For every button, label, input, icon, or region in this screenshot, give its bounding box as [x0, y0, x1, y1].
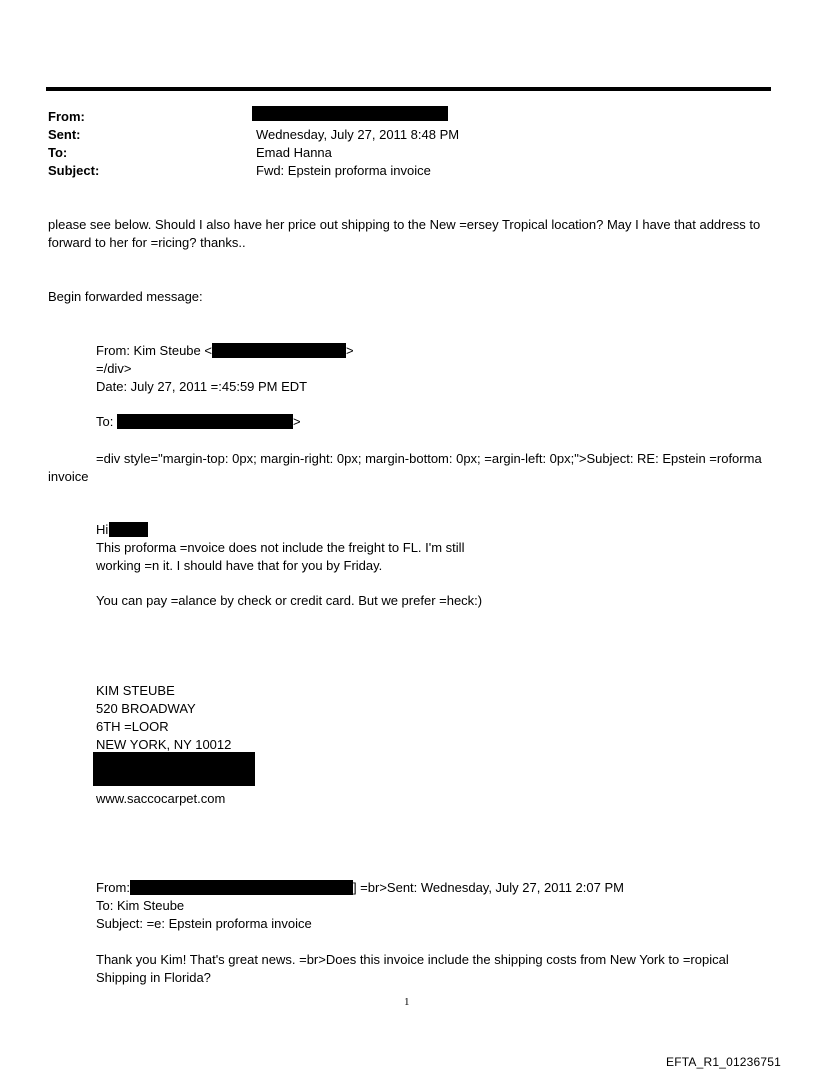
fwd-greeting-line [96, 521, 148, 539]
redaction-fwd-to-email [117, 414, 293, 429]
sent-value: Wednesday, July 27, 2011 8:48 PM [256, 127, 460, 142]
to-label: To: [48, 145, 68, 160]
fwd-to-line [96, 413, 301, 431]
reply-to: To: Kim Steube [96, 898, 185, 913]
redaction-sig-phone [93, 752, 255, 786]
sig-address-1: 520 BROADWAY [96, 701, 196, 716]
subject-label: Subject: [48, 163, 100, 178]
reply-from-line [96, 879, 624, 897]
fwd-from-suffix: > [345, 343, 354, 358]
redaction-fwd-from-email [212, 343, 346, 358]
fwd-pay-line: You can pay =alance by check or credit card. But we prefer =heck:) [96, 593, 483, 608]
redaction-reply-from [130, 880, 353, 895]
sent-label: Sent: [48, 127, 81, 142]
reply-subject: Subject: =e: Epstein proforma invoice [96, 916, 312, 931]
fwd-style-subject-line: =div style="margin-top: 0px; margin-right: 0px; margin-bottom: 0px; =argin-left: 0px;">Subject: RE: Epstein =roforma invoice [48, 451, 762, 484]
fwd-date: Date: July 27, 2011 =:45:59 PM EDT [96, 379, 308, 394]
begin-forwarded-line: Begin forwarded message: [48, 289, 203, 304]
document-id: EFTA_R1_01236751 [666, 1055, 782, 1069]
fwd-div-close: =/div> [96, 361, 132, 376]
fwd-to-prefix: To: [96, 414, 114, 429]
subject-value: Fwd: Epstein proforma invoice [256, 163, 431, 178]
sig-address-3: NEW YORK, NY 10012 [96, 737, 232, 752]
reply-from-suffix: ] =br>Sent: Wednesday, July 27, 2011 2:07 PM [352, 880, 624, 895]
reply-from-prefix: From: [96, 880, 130, 895]
to-value: Emad Hanna [256, 145, 332, 160]
fwd-to-suffix: > [292, 414, 301, 429]
header-rule [46, 87, 771, 91]
fwd-body-line-1: This proforma =nvoice does not include the freight to FL. I'm still [96, 540, 465, 555]
redaction-from-address [252, 106, 448, 121]
sig-name: KIM STEUBE [96, 683, 175, 698]
from-label: From: [48, 109, 85, 124]
page-number: 1 [404, 996, 410, 1008]
reply-body: Thank you Kim! That's great news. =br>Does this invoice include the shipping costs from New York to =ropical Shipping in Florida? [96, 952, 729, 985]
sig-website: www.saccocarpet.com [96, 791, 226, 806]
redaction-greeting-name [109, 522, 148, 537]
fwd-body-line-2: working =n it. I should have that for you by Friday. [96, 558, 383, 573]
fwd-from-line [96, 342, 354, 360]
intro-paragraph: please see below. Should I also have her price out shipping to the New =ersey Tropical location? May I have that address to forward to her for =ricing? thanks.. [48, 217, 761, 250]
fwd-from-prefix: From: Kim Steube < [96, 343, 212, 358]
sig-address-2: 6TH =LOOR [96, 719, 169, 734]
fwd-greeting: Hi [96, 522, 109, 537]
